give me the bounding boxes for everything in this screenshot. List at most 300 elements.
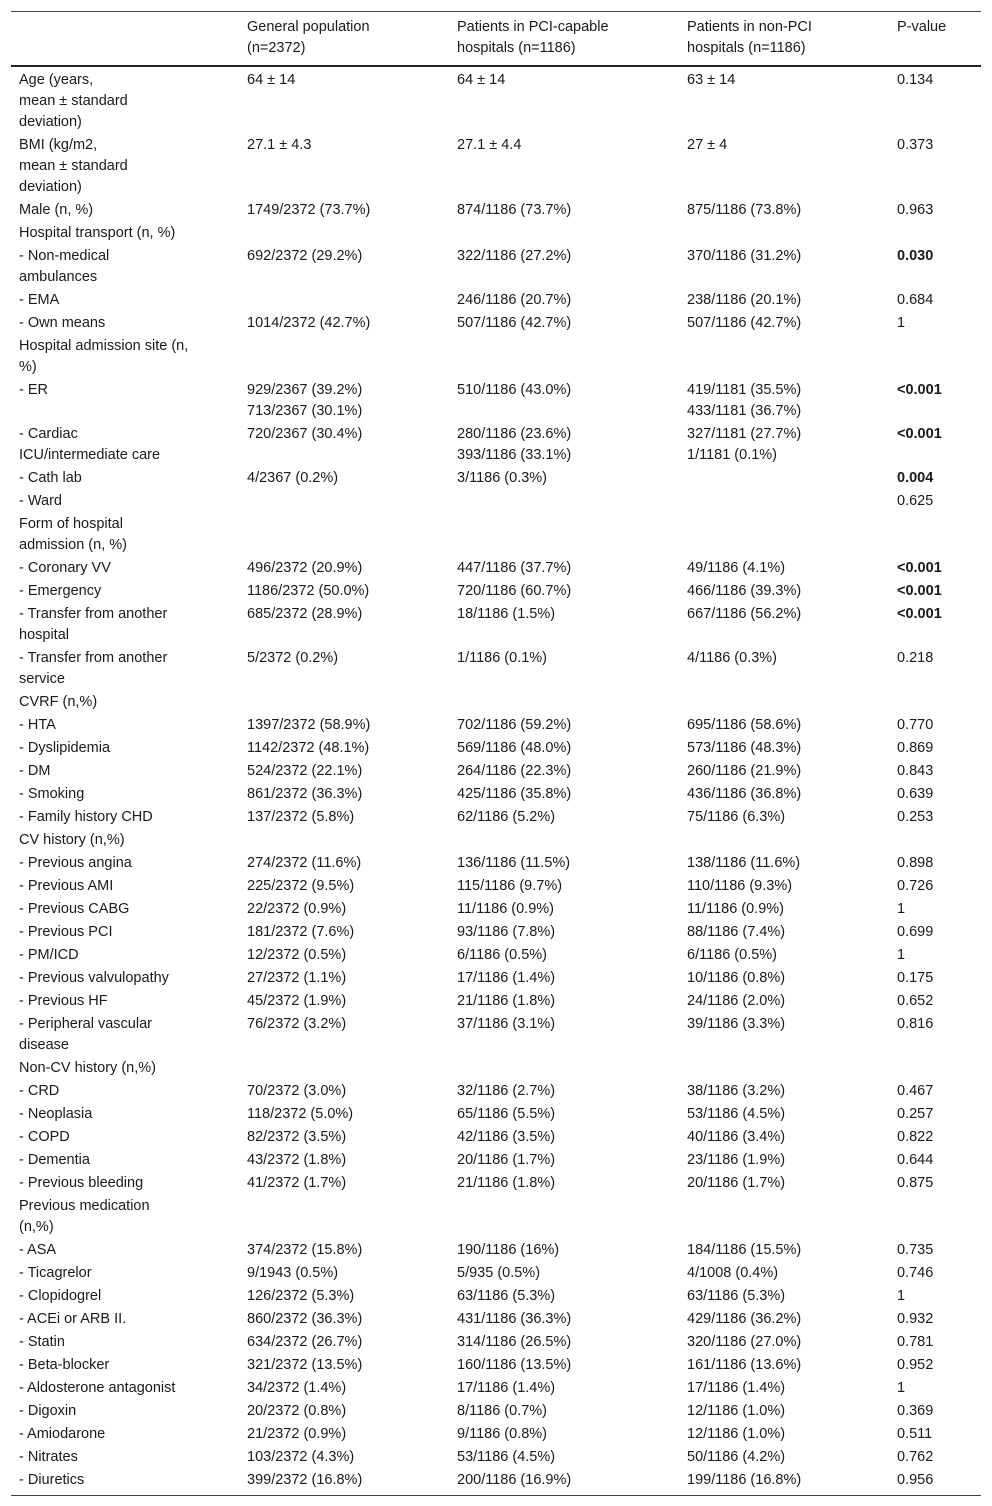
non-pci-cell: 12/1186 (1.0%): [687, 1426, 786, 1442]
table-row: [11, 134, 981, 199]
variable-cell: - Diuretics: [19, 1472, 85, 1488]
p-value-cell: [889, 222, 981, 245]
p-value-cell: 1: [897, 315, 906, 331]
general-population-cell: 103/2372 (4.3%): [247, 1449, 355, 1465]
variable-cell: - Ticagrelor: [19, 1265, 92, 1281]
pci-capable-cell: [449, 1057, 679, 1080]
table-row: [11, 467, 981, 490]
pci-capable-cell: 115/1186 (9.7%): [457, 878, 563, 894]
non-pci-cell: 20/1186 (1.7%): [687, 1175, 786, 1191]
pci-capable-cell: [449, 691, 679, 714]
general-population-cell: 860/2372 (36.3%): [247, 1311, 363, 1327]
pci-capable-cell: 510/1186 (43.0%): [457, 382, 572, 398]
table-row: [11, 1103, 981, 1126]
table-row: [11, 1354, 981, 1377]
non-pci-cell: [679, 335, 889, 379]
p-value-cell: <0.001: [897, 583, 942, 599]
table-row: [11, 1172, 981, 1195]
pci-capable-cell: 874/1186 (73.7%): [457, 202, 572, 218]
variable-cell: - Previous AMI: [19, 878, 114, 894]
variable-cell: - Cardiac ICU/intermediate care: [19, 426, 161, 463]
general-population-cell: [239, 490, 449, 513]
variable-cell: - Previous HF: [19, 993, 108, 1009]
pci-capable-cell: 720/1186 (60.7%): [457, 583, 572, 599]
p-value-cell: 0.956: [897, 1472, 934, 1488]
general-population-cell: 720/2367 (30.4%): [247, 426, 363, 442]
pci-capable-cell: 1/1186 (0.1%): [457, 650, 548, 666]
p-value-cell: 1: [897, 947, 906, 963]
pci-capable-cell: 8/1186 (0.7%): [457, 1403, 548, 1419]
non-pci-cell: 39/1186 (3.3%): [687, 1016, 786, 1032]
non-pci-cell: 875/1186 (73.8%): [687, 202, 802, 218]
pci-capable-cell: 322/1186 (27.2%): [457, 248, 572, 264]
variable-cell: - Previous CABG: [19, 901, 130, 917]
p-value-cell: 0.625: [897, 493, 934, 509]
p-value-cell: [889, 513, 981, 557]
table-body: [11, 66, 981, 1496]
variable-cell: - Smoking: [19, 786, 85, 802]
non-pci-cell: [679, 1057, 889, 1080]
table-row: [11, 1126, 981, 1149]
general-population-cell: 1186/2372 (50.0%): [247, 583, 370, 599]
table-row: [11, 647, 981, 691]
variable-cell: Hospital transport (n, %): [19, 225, 176, 241]
pci-capable-cell: 264/1186 (22.3%): [457, 763, 572, 779]
header-row: [11, 12, 981, 67]
table-header: [11, 12, 981, 67]
p-value-cell: 0.843: [897, 763, 934, 779]
non-pci-cell: 429/1186 (36.2%): [687, 1311, 802, 1327]
variable-cell: - Aldosterone antagonist: [19, 1380, 176, 1396]
non-pci-cell: 53/1186 (4.5%): [687, 1106, 786, 1122]
pci-capable-cell: 21/1186 (1.8%): [457, 993, 556, 1009]
table-row: [11, 783, 981, 806]
table-row: [11, 603, 981, 647]
p-value-cell: [889, 1057, 981, 1080]
pci-capable-cell: 42/1186 (3.5%): [457, 1129, 556, 1145]
variable-cell: - EMA: [19, 292, 60, 308]
p-value-cell: <0.001: [897, 382, 942, 398]
non-pci-cell: 184/1186 (15.5%): [687, 1242, 802, 1258]
p-value-cell: [889, 829, 981, 852]
non-pci-cell: 11/1186 (0.9%): [687, 901, 784, 917]
general-population-cell: 82/2372 (3.5%): [247, 1129, 347, 1145]
non-pci-cell: 6/1186 (0.5%): [687, 947, 778, 963]
variable-cell: - Family history CHD: [19, 809, 153, 825]
p-value-cell: 0.952: [897, 1357, 934, 1373]
header-non-pci: Patients in non-PCI hospitals (n=1186): [687, 19, 812, 56]
variable-cell: - Previous valvulopathy: [19, 970, 169, 986]
table-row: [11, 1195, 981, 1239]
variable-cell: - Transfer from another service: [19, 650, 168, 687]
table-row: [11, 1262, 981, 1285]
non-pci-cell: 370/1186 (31.2%): [687, 248, 802, 264]
p-value-cell: 0.218: [897, 650, 934, 666]
general-population-cell: [239, 289, 449, 312]
general-population-cell: 225/2372 (9.5%): [247, 878, 355, 894]
pci-capable-cell: [449, 829, 679, 852]
table-row: [11, 691, 981, 714]
variable-cell: Male (n, %): [19, 202, 94, 218]
variable-cell: - ACEi or ARB II.: [19, 1311, 127, 1327]
p-value-cell: 0.746: [897, 1265, 934, 1281]
non-pci-cell: 238/1186 (20.1%): [687, 292, 802, 308]
pci-capable-cell: 431/1186 (36.3%): [457, 1311, 572, 1327]
non-pci-cell: 327/1181 (27.7%) 1/1181 (0.1%): [687, 426, 802, 463]
table-row: [11, 199, 981, 222]
table-row: [11, 513, 981, 557]
variable-cell: - COPD: [19, 1129, 70, 1145]
p-value-cell: 0.816: [897, 1016, 934, 1032]
table-row: [11, 1377, 981, 1400]
non-pci-cell: 4/1008 (0.4%): [687, 1265, 779, 1281]
general-population-cell: 43/2372 (1.8%): [247, 1152, 347, 1168]
p-value-cell: 0.684: [897, 292, 934, 308]
general-population-cell: 685/2372 (28.9%): [247, 606, 363, 622]
variable-cell: - Own means: [19, 315, 106, 331]
variable-cell: Non-CV history (n,%): [19, 1060, 156, 1076]
general-population-cell: 5/2372 (0.2%): [247, 650, 339, 666]
general-population-cell: [239, 829, 449, 852]
table-row: [11, 580, 981, 603]
variable-cell: BMI (kg/m2, mean ± standard deviation): [19, 137, 128, 195]
variable-cell: Form of hospital admission (n, %): [19, 516, 127, 553]
pci-capable-cell: 93/1186 (7.8%): [457, 924, 556, 940]
table-row: [11, 490, 981, 513]
table-row: [11, 990, 981, 1013]
p-value-cell: 0.369: [897, 1403, 934, 1419]
pci-capable-cell: 702/1186 (59.2%): [457, 717, 572, 733]
general-population-cell: 399/2372 (16.8%): [247, 1472, 363, 1488]
general-population-cell: 4/2367 (0.2%): [247, 470, 339, 486]
variable-cell: - DM: [19, 763, 51, 779]
header-variable: [11, 12, 239, 67]
p-value-cell: 0.644: [897, 1152, 934, 1168]
general-population-cell: [239, 335, 449, 379]
pci-capable-cell: 62/1186 (5.2%): [457, 809, 556, 825]
general-population-cell: 12/2372 (0.5%): [247, 947, 347, 963]
non-pci-cell: 507/1186 (42.7%): [687, 315, 802, 331]
p-value-cell: 0.875: [897, 1175, 934, 1191]
non-pci-cell: 260/1186 (21.9%): [687, 763, 802, 779]
table-row: [11, 944, 981, 967]
general-population-cell: 20/2372 (0.8%): [247, 1403, 347, 1419]
p-value-cell: 0.253: [897, 809, 934, 825]
pci-capable-cell: 64 ± 14: [457, 72, 506, 88]
p-value-cell: 0.652: [897, 993, 934, 1009]
p-value-cell: 0.004: [897, 470, 934, 486]
general-population-cell: 64 ± 14: [247, 72, 296, 88]
table-row: [11, 1423, 981, 1446]
variable-cell: - Dyslipidemia: [19, 740, 111, 756]
p-value-cell: 0.726: [897, 878, 934, 894]
non-pci-cell: 436/1186 (36.8%): [687, 786, 802, 802]
general-population-cell: 27.1 ± 4.3: [247, 137, 312, 153]
variable-cell: - Neoplasia: [19, 1106, 93, 1122]
p-value-cell: 1: [897, 901, 906, 917]
p-value-cell: 0.134: [897, 72, 934, 88]
variable-cell: - Dementia: [19, 1152, 90, 1168]
pci-capable-cell: 190/1186 (16%): [457, 1242, 560, 1258]
general-population-cell: 181/2372 (7.6%): [247, 924, 355, 940]
table-row: [11, 898, 981, 921]
pci-capable-cell: 17/1186 (1.4%): [457, 1380, 556, 1396]
table-row: [11, 222, 981, 245]
p-value-cell: 0.822: [897, 1129, 934, 1145]
variable-cell: Hospital admission site (n, %): [19, 338, 189, 375]
p-value-cell: 0.257: [897, 1106, 934, 1122]
table-row: [11, 1149, 981, 1172]
table-row: [11, 1239, 981, 1262]
pci-capable-cell: 20/1186 (1.7%): [457, 1152, 556, 1168]
table-row: [11, 379, 981, 423]
general-population-cell: 524/2372 (22.1%): [247, 763, 363, 779]
non-pci-cell: 40/1186 (3.4%): [687, 1129, 786, 1145]
table-row: [11, 1308, 981, 1331]
p-value-cell: 0.735: [897, 1242, 934, 1258]
non-pci-cell: 10/1186 (0.8%): [687, 970, 786, 986]
non-pci-cell: 161/1186 (13.6%): [687, 1357, 802, 1373]
variable-cell: - Previous bleeding: [19, 1175, 144, 1191]
pci-capable-cell: 21/1186 (1.8%): [457, 1175, 556, 1191]
table-row: [11, 714, 981, 737]
non-pci-cell: 573/1186 (48.3%): [687, 740, 802, 756]
pci-capable-cell: 425/1186 (35.8%): [457, 786, 572, 802]
general-population-cell: 70/2372 (3.0%): [247, 1083, 347, 1099]
p-value-cell: 0.762: [897, 1449, 934, 1465]
non-pci-cell: [679, 691, 889, 714]
pci-capable-cell: 3/1186 (0.3%): [457, 470, 548, 486]
general-population-cell: 1014/2372 (42.7%): [247, 315, 371, 331]
general-population-cell: 861/2372 (36.3%): [247, 786, 363, 802]
general-population-cell: 22/2372 (0.9%): [247, 901, 347, 917]
non-pci-cell: 199/1186 (16.8%): [687, 1472, 802, 1488]
p-value-cell: 0.699: [897, 924, 934, 940]
pci-capable-cell: 136/1186 (11.5%): [457, 855, 571, 871]
variable-cell: - Cath lab: [19, 470, 82, 486]
variable-cell: - Clopidogrel: [19, 1288, 102, 1304]
pci-capable-cell: 9/1186 (0.8%): [457, 1426, 548, 1442]
non-pci-cell: 49/1186 (4.1%): [687, 560, 786, 576]
general-population-cell: 496/2372 (20.9%): [247, 560, 363, 576]
pci-capable-cell: 314/1186 (26.5%): [457, 1334, 572, 1350]
p-value-cell: 0.175: [897, 970, 934, 986]
non-pci-cell: 320/1186 (27.0%): [687, 1334, 802, 1350]
non-pci-cell: [679, 1195, 889, 1239]
pci-capable-cell: 200/1186 (16.9%): [457, 1472, 572, 1488]
variable-cell: - Previous angina: [19, 855, 132, 871]
p-value-cell: 0.373: [897, 137, 934, 153]
table-row: [11, 875, 981, 898]
general-population-cell: 1749/2372 (73.7%): [247, 202, 371, 218]
general-population-cell: 1142/2372 (48.1%): [247, 740, 370, 756]
non-pci-cell: [679, 829, 889, 852]
non-pci-cell: 110/1186 (9.3%): [687, 878, 793, 894]
variable-cell: - Digoxin: [19, 1403, 77, 1419]
general-population-cell: 9/1943 (0.5%): [247, 1265, 339, 1281]
p-value-cell: <0.001: [897, 606, 942, 622]
variable-cell: - Transfer from another hospital: [19, 606, 168, 643]
non-pci-cell: 75/1186 (6.3%): [687, 809, 786, 825]
general-population-cell: 118/2372 (5.0%): [247, 1106, 354, 1122]
table-row: [11, 1400, 981, 1423]
p-value-cell: 0.898: [897, 855, 934, 871]
pci-capable-cell: 11/1186 (0.9%): [457, 901, 554, 917]
pci-capable-cell: 5/935 (0.5%): [457, 1265, 541, 1281]
p-value-cell: <0.001: [897, 426, 942, 442]
non-pci-cell: 4/1186 (0.3%): [687, 650, 778, 666]
non-pci-cell: 419/1181 (35.5%) 433/1181 (36.7%): [687, 382, 802, 419]
variable-cell: - Amiodarone: [19, 1426, 106, 1442]
pci-capable-cell: 32/1186 (2.7%): [457, 1083, 556, 1099]
p-value-cell: 0.770: [897, 717, 934, 733]
table-row: [11, 289, 981, 312]
non-pci-cell: 12/1186 (1.0%): [687, 1403, 786, 1419]
pci-capable-cell: [449, 222, 679, 245]
pci-capable-cell: 27.1 ± 4.4: [457, 137, 522, 153]
variable-cell: - CRD: [19, 1083, 60, 1099]
table-row: [11, 760, 981, 783]
general-population-cell: [239, 513, 449, 557]
table-row: [11, 852, 981, 875]
p-value-cell: <0.001: [897, 560, 942, 576]
table-row: [11, 967, 981, 990]
general-population-cell: [239, 691, 449, 714]
table-row: [11, 737, 981, 760]
pci-capable-cell: 246/1186 (20.7%): [457, 292, 572, 308]
p-value-cell: 0.467: [897, 1083, 934, 1099]
non-pci-cell: 695/1186 (58.6%): [687, 717, 802, 733]
general-population-cell: [239, 1057, 449, 1080]
pci-capable-cell: 6/1186 (0.5%): [457, 947, 548, 963]
baseline-characteristics-table: [11, 11, 981, 1496]
table-row: [11, 335, 981, 379]
variable-cell: - Coronary VV: [19, 560, 111, 576]
p-value-cell: 0.963: [897, 202, 934, 218]
pci-capable-cell: 17/1186 (1.4%): [457, 970, 556, 986]
general-population-cell: 929/2367 (39.2%) 713/2367 (30.1%): [247, 382, 363, 419]
variable-cell: - Peripheral vascular disease: [19, 1016, 152, 1053]
variable-cell: CV history (n,%): [19, 832, 125, 848]
non-pci-cell: 24/1186 (2.0%): [687, 993, 786, 1009]
pci-capable-cell: 18/1186 (1.5%): [457, 606, 556, 622]
variable-cell: - Statin: [19, 1334, 65, 1350]
table-row: [11, 66, 981, 134]
header-p-value: P-value: [897, 19, 947, 35]
general-population-cell: 126/2372 (5.3%): [247, 1288, 355, 1304]
table-row: [11, 423, 981, 467]
p-value-cell: 1: [897, 1380, 906, 1396]
non-pci-cell: [679, 222, 889, 245]
pci-capable-cell: 507/1186 (42.7%): [457, 315, 572, 331]
general-population-cell: 274/2372 (11.6%): [247, 855, 362, 871]
non-pci-cell: 63/1186 (5.3%): [687, 1288, 786, 1304]
table-row: [11, 245, 981, 289]
table-row: [11, 1013, 981, 1057]
non-pci-cell: 50/1186 (4.2%): [687, 1449, 786, 1465]
variable-cell: - HTA: [19, 717, 56, 733]
general-population-cell: 321/2372 (13.5%): [247, 1357, 363, 1373]
non-pci-cell: 63 ± 14: [687, 72, 736, 88]
table-row: [11, 921, 981, 944]
general-population-cell: [239, 222, 449, 245]
variable-cell: CVRF (n,%): [19, 694, 98, 710]
variable-cell: - Emergency: [19, 583, 102, 599]
non-pci-cell: 23/1186 (1.9%): [687, 1152, 786, 1168]
pci-capable-cell: 65/1186 (5.5%): [457, 1106, 556, 1122]
variable-cell: - ER: [19, 382, 48, 398]
table-row: [11, 1446, 981, 1469]
non-pci-cell: 38/1186 (3.2%): [687, 1083, 786, 1099]
p-value-cell: 0.932: [897, 1311, 934, 1327]
non-pci-cell: 17/1186 (1.4%): [687, 1380, 786, 1396]
p-value-cell: 0.639: [897, 786, 934, 802]
non-pci-cell: 27 ± 4: [687, 137, 728, 153]
p-value-cell: [889, 335, 981, 379]
non-pci-cell: 88/1186 (7.4%): [687, 924, 786, 940]
non-pci-cell: 138/1186 (11.6%): [687, 855, 801, 871]
variable-cell: - ASA: [19, 1242, 57, 1258]
p-value-cell: [889, 691, 981, 714]
non-pci-cell: [679, 467, 889, 490]
variable-cell: - Previous PCI: [19, 924, 113, 940]
table-row: [11, 806, 981, 829]
pci-capable-cell: 37/1186 (3.1%): [457, 1016, 556, 1032]
p-value-cell: [889, 1195, 981, 1239]
general-population-cell: 1397/2372 (58.9%): [247, 717, 371, 733]
pci-capable-cell: 63/1186 (5.3%): [457, 1288, 556, 1304]
pci-capable-cell: [449, 335, 679, 379]
variable-cell: Age (years, mean ± standard deviation): [19, 72, 128, 130]
pci-capable-cell: 569/1186 (48.0%): [457, 740, 572, 756]
p-value-cell: 0.781: [897, 1334, 934, 1350]
table-row: [11, 1285, 981, 1308]
variable-cell: - Beta-blocker: [19, 1357, 110, 1373]
general-population-cell: 21/2372 (0.9%): [247, 1426, 347, 1442]
table-row: [11, 1080, 981, 1103]
p-value-cell: 0.869: [897, 740, 934, 756]
general-population-cell: 634/2372 (26.7%): [247, 1334, 363, 1350]
general-population-cell: 27/2372 (1.1%): [247, 970, 347, 986]
pci-capable-cell: 53/1186 (4.5%): [457, 1449, 556, 1465]
header-pci-capable: Patients in PCI-capable hospitals (n=1186): [457, 19, 609, 56]
pci-capable-cell: [449, 513, 679, 557]
non-pci-cell: [679, 490, 889, 513]
variable-cell: - Nitrates: [19, 1449, 78, 1465]
variable-cell: - Non-medical ambulances: [19, 248, 110, 285]
table-row: [11, 829, 981, 852]
pci-capable-cell: 280/1186 (23.6%) 393/1186 (33.1%): [457, 426, 572, 463]
pci-capable-cell: 447/1186 (37.7%): [457, 560, 572, 576]
table-row: [11, 1057, 981, 1080]
general-population-cell: 692/2372 (29.2%): [247, 248, 363, 264]
header-general-population: General population (n=2372): [247, 19, 370, 56]
pci-capable-cell: 160/1186 (13.5%): [457, 1357, 572, 1373]
pci-capable-cell: [449, 1195, 679, 1239]
general-population-cell: 45/2372 (1.9%): [247, 993, 347, 1009]
pci-capable-cell: [449, 490, 679, 513]
variable-cell: - PM/ICD: [19, 947, 79, 963]
p-value-cell: 1: [897, 1288, 906, 1304]
non-pci-cell: 667/1186 (56.2%): [687, 606, 802, 622]
general-population-cell: 374/2372 (15.8%): [247, 1242, 363, 1258]
non-pci-cell: [679, 513, 889, 557]
general-population-cell: 137/2372 (5.8%): [247, 809, 355, 825]
non-pci-cell: 466/1186 (39.3%): [687, 583, 802, 599]
general-population-cell: [239, 1195, 449, 1239]
table-row: [11, 1469, 981, 1496]
table-container: [11, 11, 981, 1496]
